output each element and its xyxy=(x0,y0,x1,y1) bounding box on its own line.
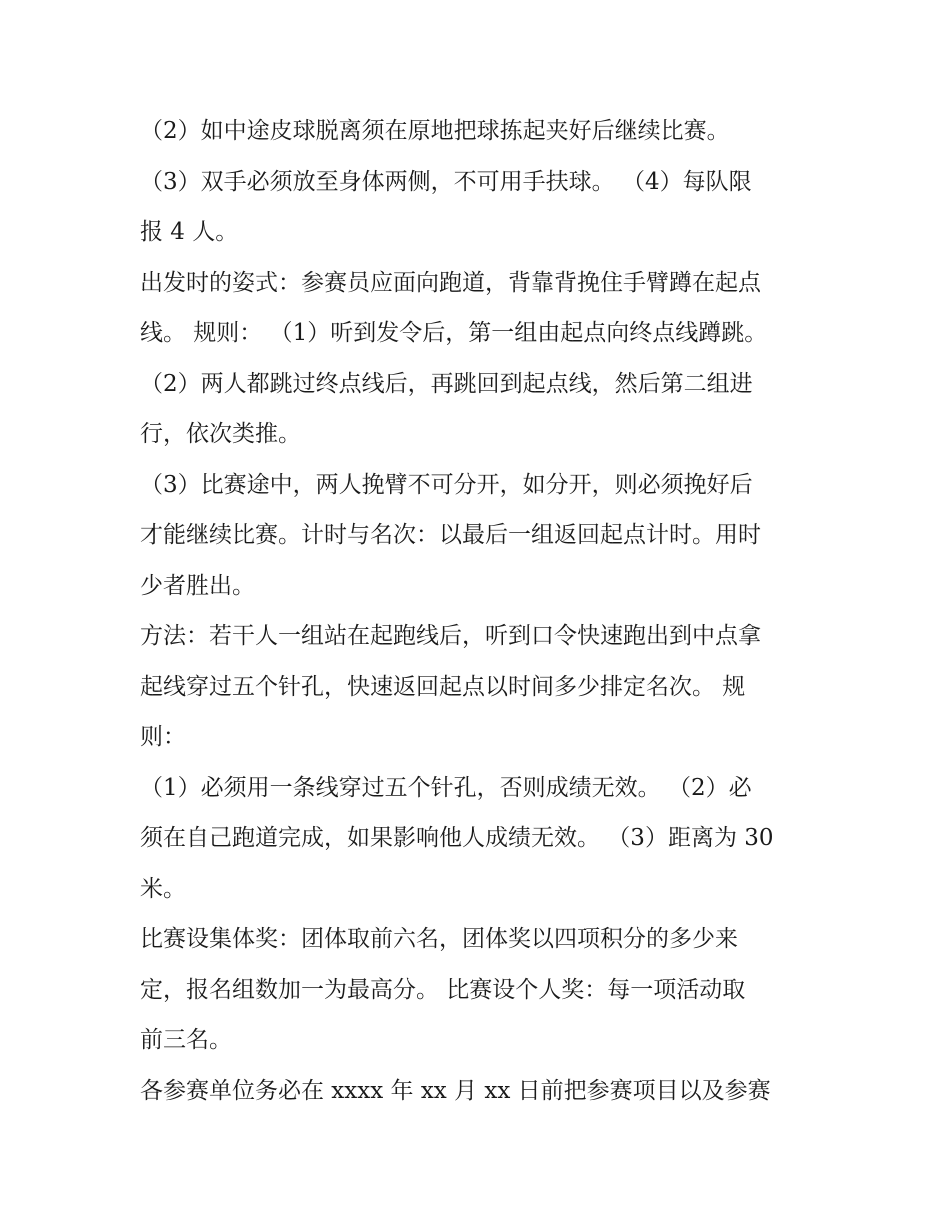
text-line: 行，依次类推。 xyxy=(140,421,301,447)
document-body xyxy=(140,106,820,1116)
text-line: （3）双手必须放至身体两侧，不可用手扶球。 （4）每队限 xyxy=(140,168,752,195)
text-line: （3）比赛途中，两人挽臂不可分开，如分开，则必须挽好后 xyxy=(140,471,753,498)
text-line: （2）两人都跳过终点线后，再跳回到起点线，然后第二组进 xyxy=(140,370,753,397)
text-line: 米。 xyxy=(140,875,186,902)
text-line: 线。 规则： （1）听到发令后，第一组由起点向终点线蹲跳。 xyxy=(140,320,768,346)
text-line: 才能继续比赛。计时与名次：以最后一组返回起点计时。用时 xyxy=(140,522,761,548)
text-line: 则： xyxy=(140,724,186,750)
text-line: 须在自己跑道完成，如果影响他人成绩无效。 （3）距离为 30 xyxy=(140,825,774,851)
text-line: （2）如中途皮球脱离须在原地把球拣起夹好后继续比赛。 xyxy=(140,118,730,144)
text-line: 起线穿过五个针孔，快速返回起点以时间多少排定名次。 规 xyxy=(140,673,746,700)
text-line: 定，报名组数加一为最高分。 比赛设个人奖：每一项活动取 xyxy=(140,976,746,1003)
text-line: 方法：若干人一组站在起跑线后，听到口令快速跑出到中点拿 xyxy=(140,623,761,649)
text-line: 报 4 人。 xyxy=(140,219,239,245)
text-line: （1）必须用一条线穿过五个针孔，否则成绩无效。 （2）必 xyxy=(140,774,752,801)
text-line: 比赛设集体奖：团体取前六名，团体奖以四项积分的多少来 xyxy=(140,926,738,952)
text-line: 出发时的姿式：参赛员应面向跑道，背靠背挽住手臂蹲在起点 xyxy=(140,269,761,296)
text-line: 少者胜出。 xyxy=(140,572,255,599)
text-line: 各参赛单位务必在 xxxx 年 xx 月 xx 日前把参赛项目以及参赛 xyxy=(140,1077,771,1104)
text-line: 前三名。 xyxy=(140,1027,232,1053)
